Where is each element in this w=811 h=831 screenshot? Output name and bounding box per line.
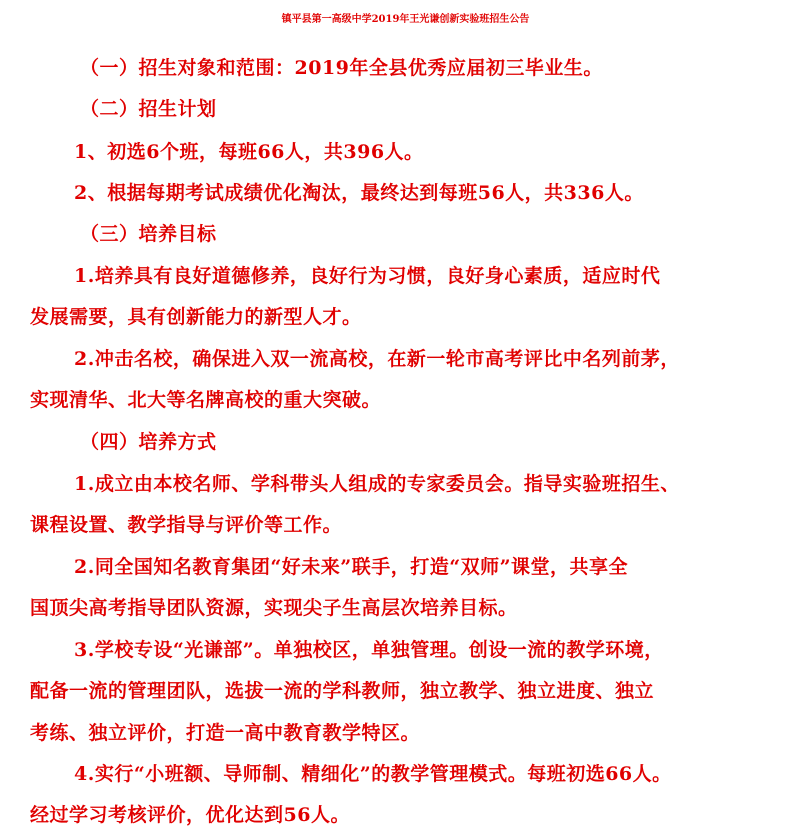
method-1-line-1: 1.成立由本校名师、学科带头人组成的专家委员会。指导实验班招生、 <box>74 473 680 495</box>
goal-1-line-1: 1.培养具有良好道德修养，良好行为习惯，良好身心素质，适应时代 <box>74 265 661 287</box>
method-4-line-2: 经过学习考核评价，优化达到56人。 <box>30 804 350 826</box>
method-2-line-2: 国顶尖高考指导团队资源，实现尖子生高层次培养目标。 <box>30 597 518 619</box>
method-3-line-3: 考练、独立评价，打造一高中教育教学特区。 <box>30 722 421 744</box>
goal-1-line-2: 发展需要，具有创新能力的新型人才。 <box>30 306 362 328</box>
method-3-line-1: 3.学校专设“光谦部”。单独校区，单独管理。创设一流的教学环境， <box>74 639 664 661</box>
goal-2-line-2: 实现清华、北大等名牌高校的重大突破。 <box>30 389 382 411</box>
method-2-line-1: 2.同全国知名教育集团“好未来”联手，打造“双师”课堂，共享全 <box>74 556 629 578</box>
method-3-line-2: 配备一流的管理团队，选拔一流的学科教师，独立教学、独立进度、独立 <box>30 680 655 702</box>
plan-item-2: 2、根据每期考试成绩优化淘汰，最终达到每班56人，共336人。 <box>74 182 644 204</box>
section-1-scope: （一）招生对象和范围：2019年全县优秀应届初三毕业生。 <box>80 57 603 79</box>
plan-item-1: 1、初选6个班，每班66人，共396人。 <box>74 141 424 163</box>
method-4-line-1: 4.实行“小班额、导师制、精细化”的教学管理模式。每班初选66人。 <box>74 763 672 785</box>
document-title: 镇平县第一高级中学2019年王光谦创新实验班招生公告 <box>281 14 530 25</box>
section-2-heading: （二）招生计划 <box>80 98 217 120</box>
section-4-heading: （四）培养方式 <box>80 431 217 453</box>
method-1-line-2: 课程设置、教学指导与评价等工作。 <box>30 514 343 536</box>
goal-2-line-1: 2.冲击名校，确保进入双一流高校，在新一轮市高考评比中名列前茅， <box>74 348 680 370</box>
section-3-heading: （三）培养目标 <box>80 223 217 245</box>
